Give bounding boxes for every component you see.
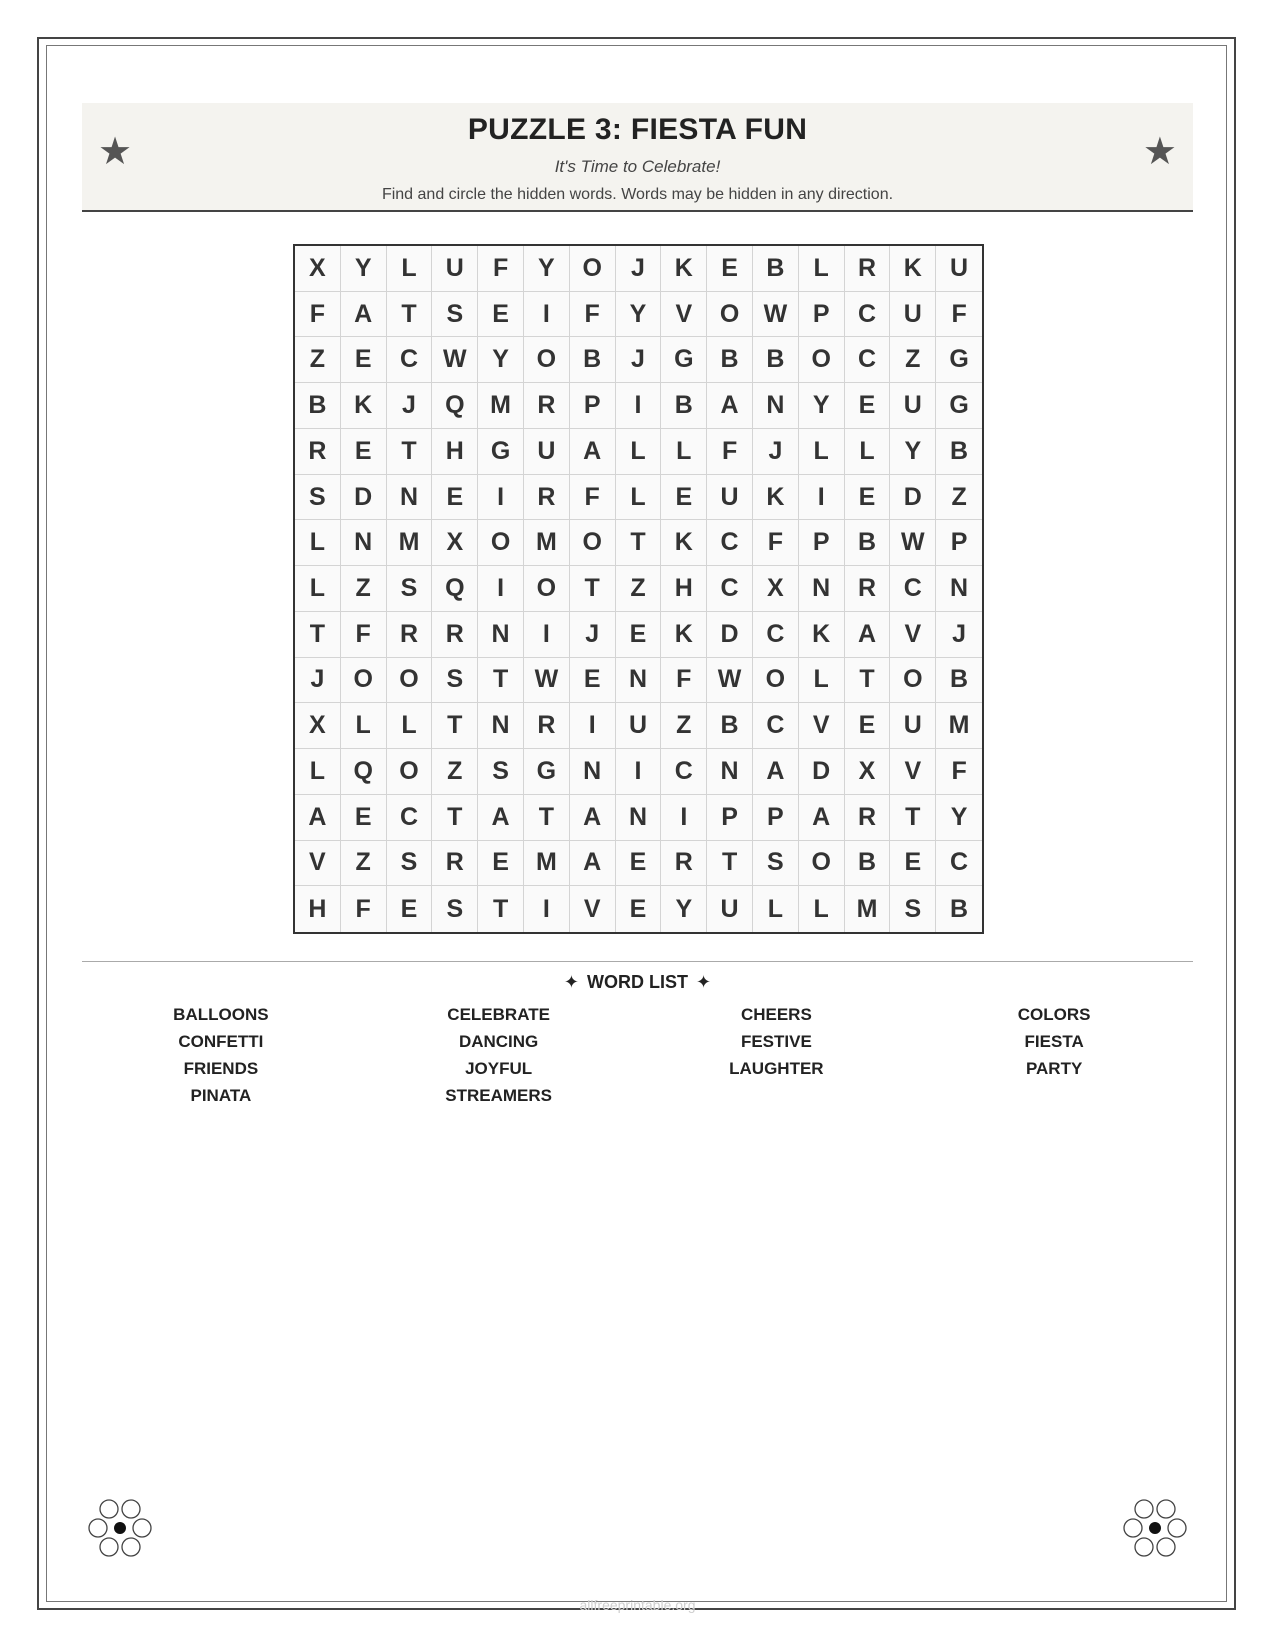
grid-cell[interactable]: W <box>890 520 936 566</box>
grid-cell[interactable]: J <box>295 658 341 704</box>
grid-cell[interactable]: H <box>432 429 478 475</box>
word-list-item: LAUGHTER <box>729 1059 824 1078</box>
grid-cell[interactable]: C <box>936 841 982 887</box>
grid-cell[interactable]: U <box>890 383 936 429</box>
grid-cell[interactable]: T <box>524 795 570 841</box>
grid-cell[interactable]: O <box>890 658 936 704</box>
grid-cell[interactable]: P <box>799 292 845 338</box>
grid-cell[interactable]: G <box>661 337 707 383</box>
grid-cell[interactable]: E <box>432 475 478 521</box>
grid-cell[interactable]: B <box>661 383 707 429</box>
grid-cell[interactable]: C <box>753 612 799 658</box>
grid-cell[interactable]: I <box>478 475 524 521</box>
grid-cell[interactable]: E <box>341 337 387 383</box>
star-icon: ★ <box>98 131 133 173</box>
grid-cell[interactable]: F <box>478 246 524 292</box>
grid-cell[interactable]: K <box>661 520 707 566</box>
grid-cell[interactable]: N <box>799 566 845 612</box>
grid-cell[interactable]: R <box>387 612 433 658</box>
grid-cell[interactable]: S <box>387 841 433 887</box>
grid-cell[interactable]: F <box>570 292 616 338</box>
grid-cell[interactable]: O <box>799 337 845 383</box>
word-list-item: PARTY <box>1025 1059 1083 1078</box>
grid-cell[interactable]: I <box>661 795 707 841</box>
grid-cell[interactable]: Y <box>799 383 845 429</box>
grid-cell[interactable]: M <box>478 383 524 429</box>
word-list-item: DANCING <box>458 1032 539 1051</box>
grid-cell[interactable]: C <box>707 520 753 566</box>
grid-cell[interactable]: S <box>387 566 433 612</box>
grid-cell[interactable]: K <box>661 246 707 292</box>
puzzle-header <box>82 103 1193 212</box>
grid-cell[interactable]: N <box>570 749 616 795</box>
grid-cell[interactable]: V <box>890 749 936 795</box>
grid-cell[interactable]: U <box>890 292 936 338</box>
grid-cell[interactable]: R <box>432 612 478 658</box>
grid-cell[interactable]: Y <box>616 292 662 338</box>
grid-cell[interactable]: H <box>661 566 707 612</box>
grid-cell[interactable]: B <box>707 337 753 383</box>
grid-cell[interactable]: W <box>432 337 478 383</box>
watermark: allfreeprintable.org <box>579 1597 696 1613</box>
grid-cell[interactable]: N <box>936 566 982 612</box>
grid-cell[interactable]: O <box>707 292 753 338</box>
grid-cell[interactable]: K <box>799 612 845 658</box>
flower-icon <box>1123 1499 1187 1557</box>
grid-cell[interactable]: M <box>387 520 433 566</box>
grid-cell[interactable]: A <box>570 795 616 841</box>
grid-cell[interactable]: R <box>524 475 570 521</box>
grid-cell[interactable]: S <box>432 658 478 704</box>
grid-cell[interactable]: R <box>661 841 707 887</box>
section-divider <box>82 961 1193 962</box>
grid-cell[interactable]: E <box>845 475 891 521</box>
grid-cell[interactable]: M <box>845 886 891 932</box>
grid-cell[interactable]: E <box>341 429 387 475</box>
grid-cell[interactable]: E <box>707 246 753 292</box>
grid-cell[interactable]: C <box>661 749 707 795</box>
grid-cell[interactable]: G <box>936 383 982 429</box>
grid-cell[interactable]: W <box>524 658 570 704</box>
grid-cell[interactable]: E <box>616 612 662 658</box>
grid-cell[interactable]: D <box>890 475 936 521</box>
grid-cell[interactable]: O <box>799 841 845 887</box>
grid-cell[interactable]: C <box>707 566 753 612</box>
word-list-title: WORD LIST <box>587 972 688 992</box>
grid-cell[interactable]: O <box>570 246 616 292</box>
grid-cell[interactable]: Y <box>936 795 982 841</box>
grid-cell[interactable]: D <box>707 612 753 658</box>
grid-cell[interactable]: L <box>661 429 707 475</box>
grid-cell[interactable]: A <box>570 841 616 887</box>
grid-cell[interactable]: N <box>616 795 662 841</box>
grid-cell[interactable]: V <box>661 292 707 338</box>
grid-cell[interactable]: Y <box>661 886 707 932</box>
grid-cell[interactable]: A <box>341 292 387 338</box>
puzzle-title: PUZZLE 3: FIESTA FUN <box>467 113 808 146</box>
grid-cell[interactable]: F <box>936 749 982 795</box>
grid-cell[interactable]: L <box>295 566 341 612</box>
grid-cell[interactable]: B <box>936 658 982 704</box>
grid-cell[interactable]: O <box>478 520 524 566</box>
grid-cell[interactable]: S <box>753 841 799 887</box>
grid-cell[interactable]: A <box>753 749 799 795</box>
grid-cell[interactable]: S <box>432 886 478 932</box>
grid-cell[interactable]: L <box>753 886 799 932</box>
grid-cell[interactable]: C <box>890 566 936 612</box>
grid-cell[interactable]: S <box>295 475 341 521</box>
grid-cell[interactable]: Z <box>890 337 936 383</box>
grid-cell[interactable]: A <box>570 429 616 475</box>
grid-cell[interactable]: E <box>478 841 524 887</box>
grid-cell[interactable]: C <box>845 292 891 338</box>
grid-cell[interactable]: E <box>845 703 891 749</box>
grid-cell[interactable]: N <box>707 749 753 795</box>
flower-icon <box>88 1499 152 1557</box>
grid-cell[interactable]: T <box>432 795 478 841</box>
grid-cell[interactable]: T <box>387 429 433 475</box>
grid-cell[interactable]: O <box>341 658 387 704</box>
grid-cell[interactable]: L <box>295 520 341 566</box>
grid-cell[interactable]: L <box>387 246 433 292</box>
grid-cell[interactable]: F <box>295 292 341 338</box>
grid-cell[interactable]: W <box>707 658 753 704</box>
grid-cell[interactable]: E <box>845 383 891 429</box>
grid-cell[interactable]: M <box>936 703 982 749</box>
word-list-item: FESTIVE <box>740 1032 812 1051</box>
grid-cell[interactable]: S <box>432 292 478 338</box>
grid-cell[interactable]: J <box>616 337 662 383</box>
grid-cell[interactable]: K <box>753 475 799 521</box>
grid-cell[interactable]: D <box>799 749 845 795</box>
grid-cell[interactable]: L <box>799 658 845 704</box>
grid-cell[interactable]: T <box>845 658 891 704</box>
grid-cell[interactable]: S <box>478 749 524 795</box>
grid-cell[interactable]: P <box>570 383 616 429</box>
grid-cell[interactable]: E <box>661 475 707 521</box>
grid-cell[interactable]: I <box>616 383 662 429</box>
word-list-item: JOYFUL <box>465 1059 533 1078</box>
grid-cell[interactable]: F <box>707 429 753 475</box>
grid-cell[interactable]: R <box>295 429 341 475</box>
grid-cell[interactable]: Y <box>478 337 524 383</box>
grid-cell[interactable]: J <box>753 429 799 475</box>
grid-cell[interactable]: E <box>616 841 662 887</box>
grid-cell[interactable]: Q <box>432 383 478 429</box>
grid-cell[interactable]: R <box>845 795 891 841</box>
grid-cell[interactable]: L <box>616 429 662 475</box>
grid-cell[interactable]: Q <box>432 566 478 612</box>
grid-cell[interactable]: O <box>753 658 799 704</box>
grid-cell[interactable]: Z <box>341 841 387 887</box>
grid-cell[interactable]: I <box>616 749 662 795</box>
grid-cell[interactable]: T <box>432 703 478 749</box>
grid-cell[interactable]: F <box>753 520 799 566</box>
grid-cell[interactable]: W <box>753 292 799 338</box>
grid-cell[interactable]: B <box>936 429 982 475</box>
grid-cell[interactable]: A <box>707 383 753 429</box>
word-list <box>82 1001 1193 1109</box>
word-list-item: CELEBRATE <box>447 1005 550 1024</box>
grid-cell[interactable]: A <box>295 795 341 841</box>
grid-cell[interactable]: I <box>570 703 616 749</box>
grid-cell[interactable]: X <box>295 246 341 292</box>
star-icon: ★ <box>1142 131 1177 173</box>
grid-cell[interactable]: P <box>799 520 845 566</box>
grid-cell[interactable]: E <box>478 292 524 338</box>
grid-cell[interactable]: S <box>890 886 936 932</box>
word-list-item: CHEERS <box>740 1005 812 1024</box>
grid-cell[interactable]: R <box>845 246 891 292</box>
grid-cell[interactable]: I <box>524 612 570 658</box>
grid-cell[interactable]: X <box>845 749 891 795</box>
word-list-heading <box>0 972 1275 993</box>
grid-cell[interactable]: V <box>890 612 936 658</box>
grid-cell[interactable]: U <box>524 429 570 475</box>
grid-cell[interactable]: B <box>295 383 341 429</box>
grid-cell[interactable]: Z <box>432 749 478 795</box>
grid-cell[interactable]: E <box>890 841 936 887</box>
grid-cell[interactable]: L <box>295 749 341 795</box>
word-list-item: STREAMERS <box>445 1086 552 1105</box>
grid-cell[interactable]: L <box>799 246 845 292</box>
grid-cell[interactable]: X <box>295 703 341 749</box>
grid-cell[interactable]: P <box>936 520 982 566</box>
word-list-item: FIESTA <box>1024 1032 1084 1051</box>
grid-cell[interactable]: U <box>890 703 936 749</box>
grid-cell[interactable]: I <box>478 566 524 612</box>
grid-cell[interactable]: O <box>387 658 433 704</box>
grid-cell[interactable]: U <box>936 246 982 292</box>
grid-cell[interactable]: C <box>387 337 433 383</box>
grid-cell[interactable]: Y <box>524 246 570 292</box>
grid-cell[interactable]: N <box>478 703 524 749</box>
grid-cell[interactable]: V <box>295 841 341 887</box>
grid-cell[interactable]: U <box>707 886 753 932</box>
grid-cell[interactable]: Q <box>341 749 387 795</box>
grid-cell[interactable]: T <box>478 886 524 932</box>
grid-cell[interactable]: L <box>799 886 845 932</box>
grid-cell[interactable]: N <box>387 475 433 521</box>
grid-cell[interactable]: G <box>524 749 570 795</box>
grid-cell[interactable]: B <box>845 520 891 566</box>
grid-cell[interactable]: U <box>707 475 753 521</box>
grid-cell[interactable]: F <box>341 886 387 932</box>
sparkle-icon: ✦ <box>696 972 712 992</box>
puzzle-instructions: Find and circle the hidden words. Words may be hidden in any direction. <box>381 186 894 203</box>
word-list-item: CONFETTI <box>178 1032 264 1051</box>
grid-cell[interactable]: V <box>570 886 616 932</box>
grid-cell[interactable]: J <box>387 383 433 429</box>
grid-cell[interactable]: F <box>570 475 616 521</box>
grid-cell[interactable]: N <box>753 383 799 429</box>
grid-cell[interactable]: M <box>524 841 570 887</box>
grid-cell[interactable]: V <box>799 703 845 749</box>
grid-cell[interactable]: U <box>616 703 662 749</box>
grid-cell[interactable]: T <box>890 795 936 841</box>
grid-cell[interactable]: B <box>950 894 969 923</box>
sparkle-icon: ✦ <box>563 972 579 992</box>
grid-cell[interactable]: K <box>661 612 707 658</box>
word-list-item: BALLOONS <box>173 1005 269 1024</box>
grid-cell[interactable]: N <box>341 520 387 566</box>
grid-cell[interactable]: U <box>432 246 478 292</box>
letter-grid <box>293 244 984 934</box>
grid-cell[interactable]: C <box>845 337 891 383</box>
grid-cell[interactable]: F <box>661 658 707 704</box>
grid-cell[interactable]: O <box>524 337 570 383</box>
word-list-item: PINATA <box>190 1086 252 1105</box>
grid-cell[interactable]: K <box>890 246 936 292</box>
grid-cell[interactable]: Y <box>341 246 387 292</box>
grid-cell[interactable]: R <box>524 703 570 749</box>
grid-cell[interactable]: B <box>707 703 753 749</box>
grid-cell[interactable]: R <box>524 383 570 429</box>
grid-cell[interactable]: J <box>936 612 982 658</box>
grid-cell[interactable]: R <box>432 841 478 887</box>
grid-cell[interactable]: O <box>387 749 433 795</box>
grid-cell[interactable]: E <box>387 886 433 932</box>
word-list-item: COLORS <box>1017 1005 1091 1024</box>
word-list-item: FRIENDS <box>183 1059 259 1078</box>
grid-cell[interactable]: O <box>570 520 616 566</box>
grid-cell[interactable]: I <box>524 292 570 338</box>
grid-cell[interactable]: E <box>570 658 616 704</box>
grid-cell[interactable]: T <box>616 520 662 566</box>
grid-cell[interactable]: I <box>524 886 570 932</box>
grid-cell[interactable]: R <box>845 566 891 612</box>
grid-cell[interactable]: O <box>524 566 570 612</box>
grid-cell[interactable]: I <box>799 475 845 521</box>
grid-cell[interactable]: T <box>295 612 341 658</box>
grid-cell[interactable]: Z <box>661 703 707 749</box>
grid-cell[interactable]: M <box>524 520 570 566</box>
grid-cell[interactable]: B <box>845 841 891 887</box>
puzzle-subtitle: It's Time to Celebrate! <box>554 157 721 176</box>
grid-cell[interactable]: F <box>936 292 982 338</box>
grid-cell[interactable]: P <box>707 795 753 841</box>
grid-cell[interactable]: N <box>478 612 524 658</box>
grid-cell[interactable]: G <box>478 429 524 475</box>
grid-cell[interactable]: T <box>570 566 616 612</box>
grid-cell[interactable]: E <box>341 795 387 841</box>
grid-cell[interactable]: K <box>341 383 387 429</box>
grid-cell[interactable]: B <box>570 337 616 383</box>
grid-cell[interactable]: Z <box>341 566 387 612</box>
grid-cell[interactable]: L <box>341 703 387 749</box>
grid-cell[interactable]: J <box>616 246 662 292</box>
grid-cell[interactable]: C <box>753 703 799 749</box>
grid-cell[interactable]: T <box>707 841 753 887</box>
grid-cell[interactable]: L <box>616 475 662 521</box>
grid-cell[interactable]: H <box>295 886 341 932</box>
grid-cell[interactable]: Z <box>936 475 982 521</box>
grid-cell[interactable]: D <box>341 475 387 521</box>
grid-cell[interactable]: L <box>799 429 845 475</box>
grid-cell[interactable]: L <box>845 429 891 475</box>
grid-cell[interactable]: T <box>387 292 433 338</box>
grid-cell[interactable]: Z <box>295 337 341 383</box>
grid-cell[interactable]: Y <box>890 429 936 475</box>
grid-cell[interactable]: E <box>616 886 662 932</box>
grid-cell[interactable]: G <box>936 337 982 383</box>
grid-cell[interactable]: X <box>753 566 799 612</box>
grid-cell[interactable]: L <box>387 703 433 749</box>
grid-cell[interactable]: A <box>478 795 524 841</box>
grid-cell[interactable]: P <box>753 795 799 841</box>
grid-cell[interactable]: C <box>387 795 433 841</box>
grid-cell[interactable]: Z <box>616 566 662 612</box>
grid-cell[interactable]: T <box>478 658 524 704</box>
grid-cell[interactable]: F <box>341 612 387 658</box>
grid-cell[interactable]: A <box>799 795 845 841</box>
grid-cell[interactable]: A <box>845 612 891 658</box>
grid-cell[interactable]: B <box>753 337 799 383</box>
grid-cell[interactable]: X <box>432 520 478 566</box>
grid-cell[interactable]: N <box>616 658 662 704</box>
grid-cell[interactable]: B <box>753 246 799 292</box>
grid-cell[interactable]: J <box>570 612 616 658</box>
